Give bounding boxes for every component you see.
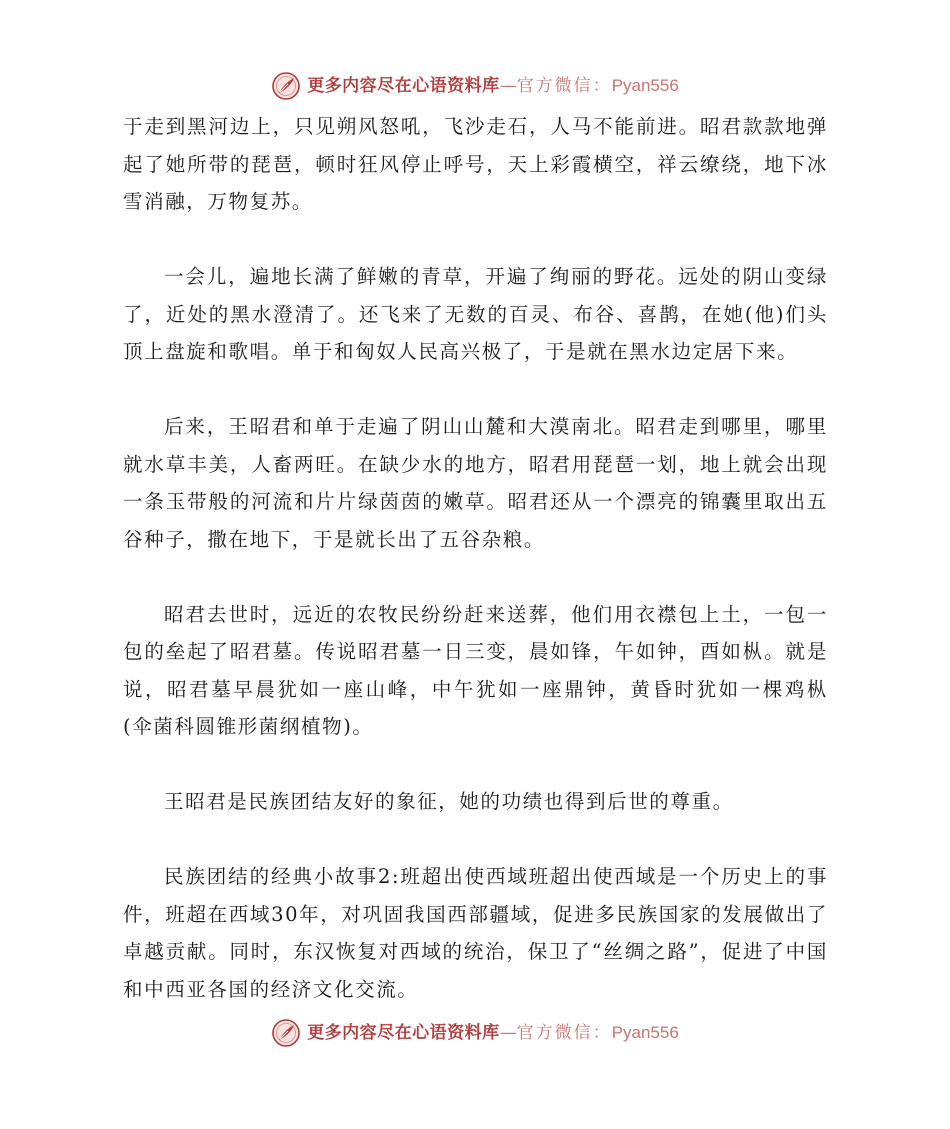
quill-seal-logo-icon xyxy=(271,1018,301,1048)
header-brand-text: 更多内容尽在心语资料库 xyxy=(307,76,500,96)
header-wechat-id: Pyan556 xyxy=(611,76,679,95)
footer-separator: — xyxy=(499,1023,517,1043)
paragraph-gap xyxy=(123,746,828,784)
paragraph: 一会儿，遍地长满了鲜嫩的青草，开遍了绚丽的野花。远处的阴山变绿了，近处的黑水澄清了。还飞来了无数的百灵、布谷、喜鹊，在她(他)们头顶上盘旋和歌唱。单于和匈奴人民高兴极了，于是就在黑水边定居下来。 xyxy=(123,265,828,363)
footer-banner-text xyxy=(307,1024,679,1042)
header-separator: — xyxy=(499,76,517,96)
document-body xyxy=(123,108,828,1008)
header-wechat-label: 官方微信： xyxy=(516,76,612,96)
paragraph: 于走到黑河边上，只见朔风怒吼，飞沙走石，人马不能前进。昭君款款地弹起了她所带的琵琶，顿时狂风停止呼号，天上彩霞横空，祥云缭绕，地下冰雪消融，万物复苏。 xyxy=(123,115,828,213)
paragraph-gap xyxy=(123,821,828,859)
quill-seal-logo-icon xyxy=(271,71,301,101)
paragraph-gap xyxy=(123,558,828,596)
paragraph: 民族团结的经典小故事2:班超出使西域班超出使西域是一个历史上的事件，班超在西域30年，对巩固我国西部疆域，促进多民族国家的发展做出了卓越贡献。同时，东汉恢复对西域的统治，保卫了“丝绸之路”，促进了中国和中西亚各国的经济文化交流。 xyxy=(123,865,828,1001)
footer-wechat-id: Pyan556 xyxy=(611,1023,679,1042)
footer-wechat-label: 官方微信： xyxy=(516,1023,612,1043)
paragraph: 王昭君是民族团结友好的象征，她的功绩也得到后世的尊重。 xyxy=(164,790,734,813)
paragraph-gap xyxy=(123,371,828,409)
header-banner xyxy=(0,69,950,103)
footer-brand-text: 更多内容尽在心语资料库 xyxy=(307,1023,500,1043)
header-banner-text xyxy=(307,77,679,95)
paragraph: 昭君去世时，远近的农牧民纷纷赶来送葬，他们用衣襟包上土，一包一包的垒起了昭君墓。传说昭君墓一日三变，晨如锋，午如钟，酉如枞。就是说，昭君墓早晨犹如一座山峰，中午犹如一座鼎钟，黄昏时犹如一棵鸡枞(伞菌科圆锥形菌纲植物)。 xyxy=(123,602,828,738)
footer-banner xyxy=(0,1016,950,1050)
paragraph: 后来，王昭君和单于走遍了阴山山麓和大漠南北。昭君走到哪里，哪里就水草丰美，人畜两旺。在缺少水的地方，昭君用琵琶一划，地上就会出现一条玉带般的河流和片片绿茵茵的嫩草。昭君还从一个漂亮的锦囊里取出五谷种子，撒在地下，于是就长出了五谷杂粮。 xyxy=(123,415,828,551)
paragraph-gap xyxy=(123,221,828,259)
